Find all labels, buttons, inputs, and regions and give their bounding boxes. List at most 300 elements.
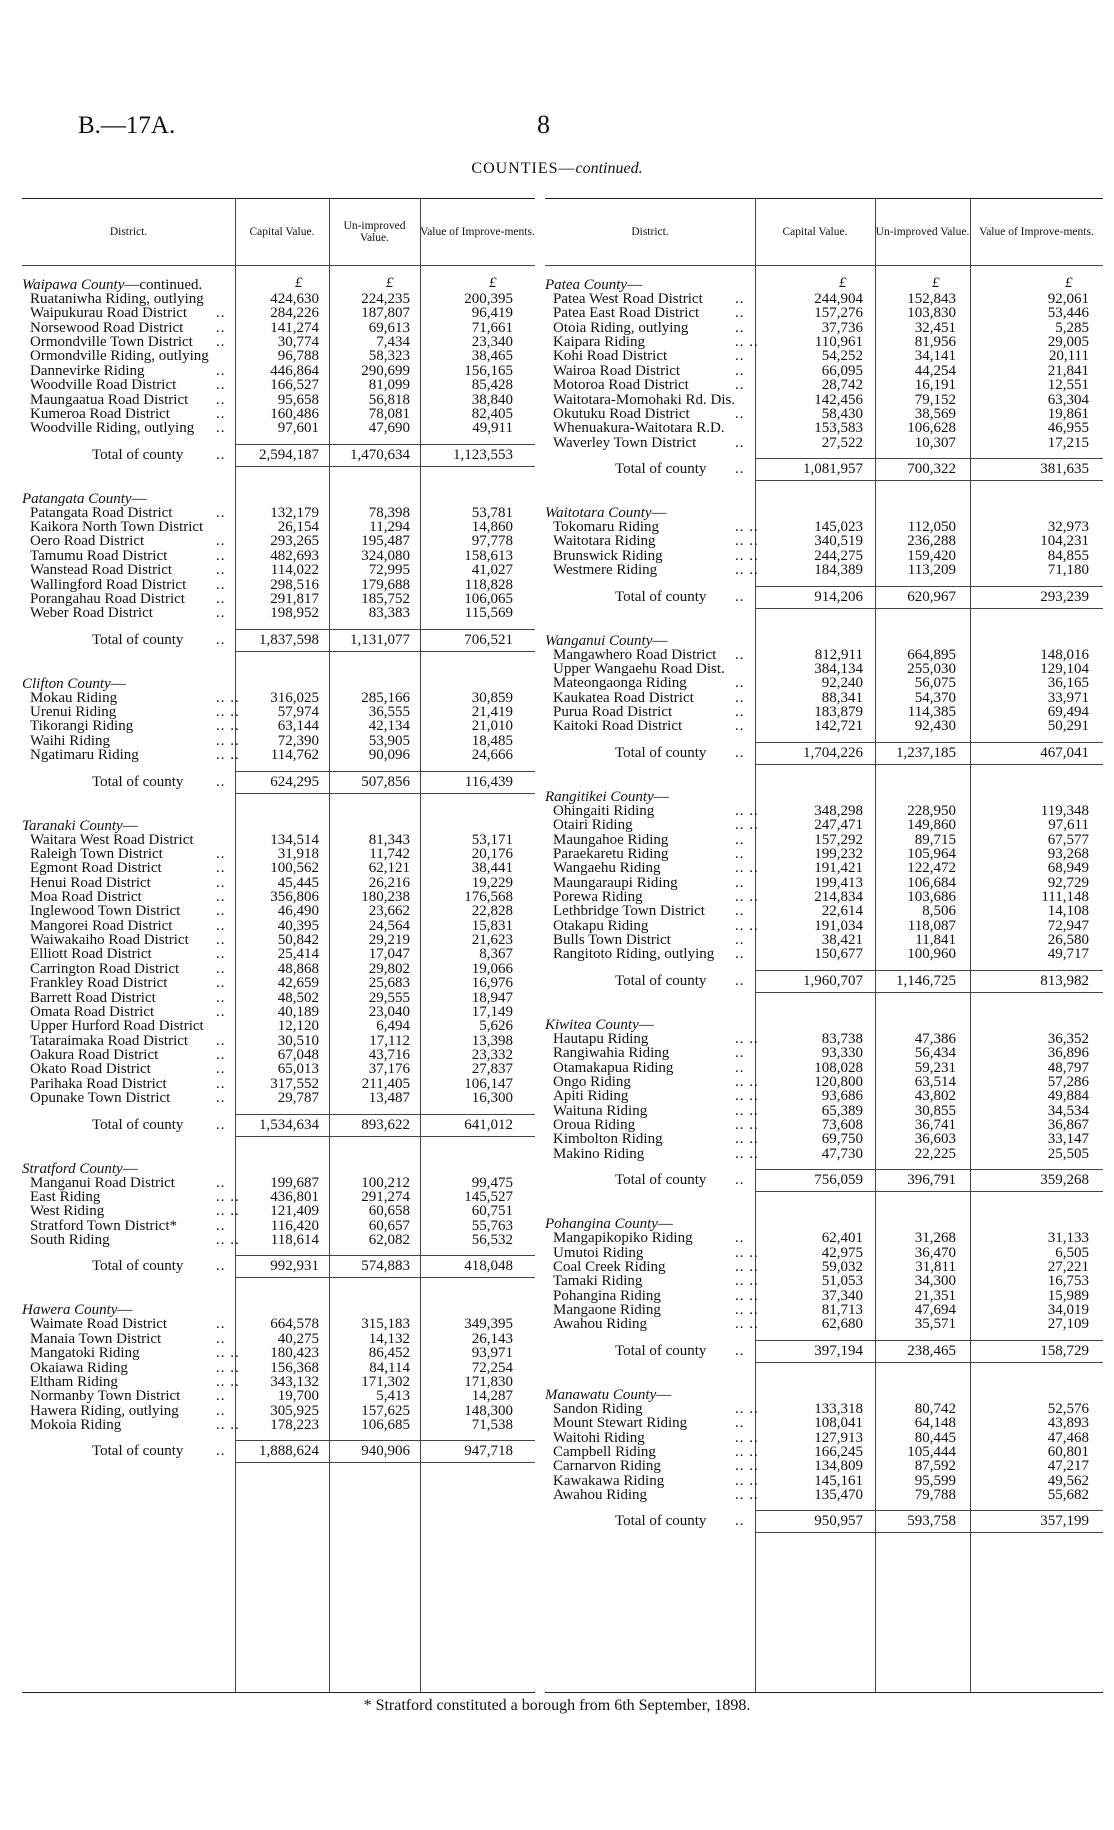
improvements-value: 118,828 [464, 576, 513, 593]
leader-dots: .. [216, 319, 226, 336]
unimproved-value: 72,995 [368, 562, 410, 579]
improvements-value: 33,971 [1047, 689, 1089, 706]
capital-value: 97,601 [277, 420, 319, 437]
leader-dots: .. [216, 334, 226, 351]
district-name: Barrett Road District [30, 989, 156, 1006]
total-capital: 992,931 [270, 1258, 319, 1275]
total-row [545, 745, 1103, 762]
leader-dots: .. .. [216, 1232, 240, 1249]
district-name: Manaia Town District [30, 1330, 162, 1347]
capital-value: 166,245 [814, 1443, 863, 1460]
capital-value: 51,053 [821, 1273, 863, 1290]
district-name: Maungaatua Road District [30, 391, 189, 408]
unimproved-value: 291,274 [361, 1188, 410, 1205]
district-name: Otoia Riding, outlying [553, 319, 689, 336]
improvements-value: 16,753 [1047, 1273, 1089, 1290]
leader-dots: .. [735, 932, 745, 949]
leader-dots: .. .. [735, 1400, 759, 1417]
unimproved-value: 78,081 [368, 405, 410, 422]
capital-value: 57,974 [277, 704, 319, 721]
leader-dots: .. [735, 1342, 745, 1359]
leader-dots: .. .. [735, 1030, 759, 1047]
total-rule [235, 1277, 535, 1278]
leader-dots: .. .. [735, 1073, 759, 1090]
leader-dots: .. [216, 1388, 226, 1405]
capital-value: 81,713 [821, 1302, 863, 1319]
unimproved-value: 56,818 [368, 391, 410, 408]
leader-dots: .. [216, 1443, 226, 1460]
leader-dots: .. .. [735, 547, 759, 564]
total-rule [235, 1114, 535, 1115]
district-name: Kaikora North Town District [30, 519, 204, 536]
total-row [545, 589, 1103, 606]
leader-dots: .. [735, 1172, 745, 1189]
capital-value: 46,490 [277, 903, 319, 920]
improvements-value: 27,221 [1047, 1258, 1089, 1275]
improvements-value: 171,830 [464, 1373, 513, 1390]
unimproved-value: 5,413 [376, 1388, 410, 1405]
unimproved-value: 118,087 [907, 917, 956, 934]
total-improvements: 706,521 [464, 631, 513, 648]
improvements-value: 93,268 [1047, 845, 1089, 862]
improvements-value: 57,286 [1047, 1073, 1089, 1090]
district-name: Waitotara Riding [553, 533, 656, 550]
improvements-value: 72,947 [1047, 917, 1089, 934]
leader-dots: .. .. [216, 689, 240, 706]
total-label: Total of county [92, 446, 184, 463]
improvements-value: 8,367 [479, 946, 513, 963]
total-row [22, 632, 535, 649]
total-rule [755, 608, 1103, 609]
total-label: Total of county [92, 1258, 184, 1275]
unimproved-value: 24,564 [368, 917, 410, 934]
unimproved-value: 43,716 [368, 1047, 410, 1064]
leader-dots: .. [216, 631, 226, 648]
table-row [22, 605, 535, 622]
total-improvements: 116,439 [464, 773, 513, 790]
district-name: Oroua Riding [553, 1117, 636, 1134]
leader-dots: .. .. [735, 802, 759, 819]
capital-value: 199,687 [270, 1174, 319, 1191]
total-label: Total of county [92, 1116, 184, 1133]
leader-dots: .. [216, 305, 226, 322]
capital-value: 191,034 [814, 917, 863, 934]
total-rule [755, 1169, 1103, 1170]
district-name: Kumeroa Road District [30, 405, 170, 422]
improvements-value: 36,165 [1047, 675, 1089, 692]
improvements-value: 50,291 [1047, 718, 1089, 735]
capital-value: 446,864 [270, 362, 319, 379]
improvements-value: 84,855 [1047, 547, 1089, 564]
total-label: Total of county [92, 1443, 184, 1460]
leader-dots: .. [735, 1513, 745, 1530]
improvements-value: 17,149 [471, 1003, 513, 1020]
improvements-value: 129,104 [1040, 660, 1089, 677]
header-rule [545, 265, 1103, 266]
total-rule [235, 444, 535, 445]
district-name: Coal Creek Riding [553, 1258, 666, 1275]
leader-dots: .. .. [735, 1472, 759, 1489]
capital-value: 37,340 [821, 1287, 863, 1304]
unimproved-value: 100,960 [907, 946, 956, 963]
improvements-value: 82,405 [471, 405, 513, 422]
capital-value: 67,048 [277, 1047, 319, 1064]
unimproved-value: 29,555 [368, 989, 410, 1006]
improvements-value: 14,860 [471, 519, 513, 536]
leader-dots: .. .. [735, 1443, 759, 1460]
district-name: Whenuakura-Waitotara R.D. [553, 420, 725, 437]
leader-dots: .. .. [735, 1273, 759, 1290]
leader-dots: .. [216, 391, 226, 408]
currency-symbol: £ [932, 275, 940, 291]
capital-value: 27,522 [821, 434, 863, 451]
capital-value: 198,952 [270, 605, 319, 622]
district-name: Maungaraupi Riding [553, 874, 678, 891]
improvements-value: 85,428 [471, 377, 513, 394]
capital-value: 812,911 [814, 646, 863, 663]
district-name: Ongo Riding [553, 1073, 631, 1090]
capital-value: 244,275 [814, 547, 863, 564]
improvements-value: 52,576 [1047, 1400, 1089, 1417]
district-name: Mangawhero Road District [553, 646, 717, 663]
unimproved-value: 17,112 [369, 1032, 410, 1049]
unimproved-value: 11,841 [915, 932, 956, 949]
total-label: Total of county [615, 1342, 707, 1359]
total-improvements: 359,268 [1040, 1172, 1089, 1189]
total-rule [755, 970, 1103, 971]
capital-value: 25,414 [277, 946, 319, 963]
district-name: Paraekaretu Riding [553, 845, 669, 862]
unimproved-value: 56,075 [914, 675, 956, 692]
leader-dots: .. [216, 874, 226, 891]
total-capital: 1,837,598 [259, 631, 319, 648]
total-improvements: 418,048 [464, 1258, 513, 1275]
capital-value: 65,389 [821, 1102, 863, 1119]
total-rule [235, 651, 535, 652]
leader-dots: .. [216, 946, 226, 963]
leader-dots: .. [735, 1059, 745, 1076]
improvements-value: 23,332 [471, 1047, 513, 1064]
improvements-value: 20,176 [471, 845, 513, 862]
capital-value: 40,189 [277, 1003, 319, 1020]
capital-value: 317,552 [270, 1075, 319, 1092]
leader-dots: .. .. [216, 1345, 240, 1362]
leader-dots: .. [735, 377, 745, 394]
capital-value: 664,578 [270, 1316, 319, 1333]
improvements-value: 56,532 [471, 1232, 513, 1249]
improvements-value: 69,494 [1047, 704, 1089, 721]
unimproved-value: 95,599 [914, 1472, 956, 1489]
unimproved-value: 23,040 [368, 1003, 410, 1020]
total-label: Total of county [615, 461, 707, 478]
total-label: Total of county [615, 1513, 707, 1530]
total-rule [755, 1532, 1103, 1533]
capital-value: 184,389 [814, 562, 863, 579]
total-improvements: 467,041 [1040, 744, 1089, 761]
leader-dots: .. .. [735, 1258, 759, 1275]
total-row [22, 447, 535, 464]
unimproved-value: 255,030 [907, 660, 956, 677]
district-name: Okaiawa Riding [30, 1359, 128, 1376]
improvements-value: 46,955 [1047, 420, 1089, 437]
footnote: * Stratford constituted a borough from 6th September, 1898. [363, 1697, 751, 1714]
total-capital: 1,534,634 [259, 1116, 319, 1133]
capital-value: 92,240 [821, 675, 863, 692]
improvements-value: 55,763 [471, 1217, 513, 1234]
capital-value: 127,913 [814, 1429, 863, 1446]
county-title: Hawera County [22, 1302, 118, 1319]
total-capital: 1,888,624 [259, 1443, 319, 1460]
district-name: Elliott Road District [30, 946, 152, 963]
capital-value: 88,341 [821, 689, 863, 706]
capital-value: 135,470 [814, 1486, 863, 1503]
leader-dots: .. .. [735, 1429, 759, 1446]
district-name: Awahou Riding [553, 1316, 648, 1333]
total-rule [755, 1362, 1103, 1363]
capital-value: 180,423 [270, 1345, 319, 1362]
total-unimproved: 593,758 [907, 1513, 956, 1530]
improvements-value: 200,395 [464, 291, 513, 307]
capital-value: 145,161 [814, 1472, 863, 1489]
capital-value: 424,630 [270, 291, 319, 307]
capital-value: 183,879 [814, 704, 863, 721]
district-name: Eltham Riding [30, 1373, 118, 1390]
capital-value: 114,022 [270, 562, 319, 579]
improvements-value: 32,973 [1047, 519, 1089, 536]
district-name: Ngatimaru Riding [30, 747, 139, 764]
unimproved-value: 21,351 [914, 1287, 956, 1304]
capital-value: 63,144 [277, 718, 319, 735]
district-name: Wallingford Road District [30, 576, 187, 593]
leader-dots: .. .. [735, 1287, 759, 1304]
improvements-value: 93,971 [471, 1345, 513, 1362]
unimproved-value: 11,294 [369, 519, 410, 536]
total-improvements: 1,123,553 [453, 446, 513, 463]
unimproved-value: 69,613 [368, 319, 410, 336]
total-capital: 624,295 [270, 773, 319, 790]
capital-value: 191,421 [814, 860, 863, 877]
leader-dots: .. .. [735, 1117, 759, 1134]
total-improvements: 293,239 [1040, 588, 1089, 605]
total-unimproved: 620,967 [907, 588, 956, 605]
capital-value: 121,409 [270, 1203, 319, 1220]
leader-dots: .. [735, 675, 745, 692]
improvements-value: 30,859 [471, 689, 513, 706]
improvements-value: 158,613 [464, 547, 513, 564]
total-improvements: 813,982 [1040, 972, 1089, 989]
capital-value: 95,658 [277, 391, 319, 408]
capital-value: 160,486 [270, 405, 319, 422]
unimproved-value: 42,134 [368, 718, 410, 735]
unimproved-value: 17,047 [368, 946, 410, 963]
improvements-value: 15,831 [471, 917, 513, 934]
improvements-value: 176,568 [464, 888, 513, 905]
district-name: Mount Stewart Riding [553, 1415, 688, 1432]
leader-dots: .. .. [735, 1458, 759, 1475]
capital-value: 145,023 [814, 519, 863, 536]
unimproved-value: 11,742 [369, 845, 410, 862]
district-name: Mokoia Riding [30, 1416, 122, 1433]
county-title: Wanganui County [545, 632, 653, 649]
total-rule [235, 1136, 535, 1137]
capital-value: 291,817 [270, 590, 319, 607]
district-name: Ormondville Town District [30, 334, 193, 351]
county-title: Rangitikei County [545, 788, 654, 805]
total-row [22, 1258, 535, 1275]
page-code: B.—17A. [78, 112, 176, 139]
improvements-value: 71,538 [471, 1416, 513, 1433]
leader-dots: .. [216, 1402, 226, 1419]
unimproved-value: 285,166 [361, 689, 410, 706]
unimproved-value: 81,099 [368, 377, 410, 394]
capital-value: 142,456 [814, 391, 863, 408]
district-name: Dannevirke Riding [30, 362, 145, 379]
capital-value: 244,904 [814, 291, 863, 307]
district-name: Kaitoki Road District [553, 718, 683, 735]
district-name: Sandon Riding [553, 1400, 643, 1417]
district-name: Umutoi Riding [553, 1244, 644, 1261]
table-row [545, 435, 1103, 452]
leader-dots: .. .. [735, 860, 759, 877]
unimproved-value: 112,050 [907, 519, 956, 536]
unimproved-value: 26,216 [368, 874, 410, 891]
leader-dots: .. .. [216, 747, 240, 764]
leader-dots: .. [216, 1003, 226, 1020]
total-capital: 1,081,957 [803, 461, 863, 478]
leader-dots: .. .. [735, 817, 759, 834]
leader-dots: .. [735, 588, 745, 605]
leader-dots: .. .. [735, 1316, 759, 1333]
improvements-value: 72,254 [471, 1359, 513, 1376]
capital-value: 157,292 [814, 831, 863, 848]
district-name: Rangiwahia Riding [553, 1045, 670, 1062]
capital-value: 19,700 [277, 1388, 319, 1405]
capital-value: 199,413 [814, 874, 863, 891]
capital-value: 30,774 [277, 334, 319, 351]
capital-value: 156,368 [270, 1359, 319, 1376]
unimproved-value: 87,592 [914, 1458, 956, 1475]
capital-value: 96,788 [277, 348, 319, 365]
improvements-value: 18,947 [471, 989, 513, 1006]
leader-dots: .. [735, 903, 745, 920]
table-row [545, 946, 1103, 963]
unimproved-value: 324,080 [361, 547, 410, 564]
unimproved-value: 16,191 [914, 377, 956, 394]
district-name: Hawera Riding, outlying [30, 1402, 179, 1419]
improvements-value: 26,580 [1047, 932, 1089, 949]
header-rule [22, 265, 535, 266]
leader-dots: .. [735, 434, 745, 451]
leader-dots: .. [216, 377, 226, 394]
district-name: Kimbolton Riding [553, 1131, 663, 1148]
unimproved-value: 47,386 [914, 1030, 956, 1047]
improvements-value: 13,398 [471, 1032, 513, 1049]
total-row [545, 461, 1103, 478]
leader-dots: .. [216, 1330, 226, 1347]
county-title: Taranaki County [22, 817, 123, 834]
capital-value: 66,095 [821, 362, 863, 379]
page-title [0, 160, 1114, 178]
unimproved-value: 31,268 [914, 1230, 956, 1247]
total-rule [755, 1340, 1103, 1341]
leader-dots: .. [735, 405, 745, 422]
district-name: Kawakawa Riding [553, 1472, 665, 1489]
improvements-value: 53,446 [1047, 305, 1089, 322]
county-suffix: — [110, 675, 126, 692]
district-name: Waipukurau Road District [30, 305, 188, 322]
unimproved-value: 290,699 [361, 362, 410, 379]
capital-value: 54,252 [821, 348, 863, 365]
currency-symbol: £ [295, 275, 303, 291]
currency-symbol: £ [839, 275, 847, 291]
capital-value: 93,330 [821, 1045, 863, 1062]
unimproved-value: 47,694 [914, 1302, 956, 1319]
leader-dots: .. [735, 972, 745, 989]
unimproved-value: 224,235 [361, 291, 410, 307]
district-name: Maungahoe Riding [553, 831, 669, 848]
improvements-value: 106,147 [464, 1075, 513, 1092]
unimproved-value: 105,964 [907, 845, 956, 862]
district-name: Waitara West Road District [30, 831, 194, 848]
improvements-value: 16,976 [471, 975, 513, 992]
total-row [545, 973, 1103, 990]
capital-value: 134,809 [814, 1458, 863, 1475]
district-name: Otakapu Riding [553, 917, 649, 934]
unimproved-value: 195,487 [361, 533, 410, 550]
improvements-value: 92,729 [1047, 874, 1089, 891]
improvements-value: 68,949 [1047, 860, 1089, 877]
district-name: Raleigh Town District [30, 845, 163, 862]
leader-dots: .. [216, 1032, 226, 1049]
unimproved-value: 92,430 [914, 718, 956, 735]
improvements-value: 33,147 [1047, 1131, 1089, 1148]
capital-value: 62,680 [821, 1316, 863, 1333]
unimproved-value: 81,956 [914, 334, 956, 351]
capital-value: 153,583 [814, 420, 863, 437]
unimproved-value: 60,658 [368, 1203, 410, 1220]
district-name: Westmere Riding [553, 562, 658, 579]
leader-dots: .. [216, 960, 226, 977]
district-name: Waihi Riding [30, 732, 111, 749]
capital-value: 42,975 [821, 1244, 863, 1261]
leader-dots: .. [216, 605, 226, 622]
district-name: Mokau Riding [30, 689, 118, 706]
improvements-value: 14,108 [1047, 903, 1089, 920]
leader-dots: .. [216, 405, 226, 422]
leader-dots: .. [735, 874, 745, 891]
district-name: Moa Road District [30, 888, 142, 905]
leader-dots: .. .. [735, 334, 759, 351]
district-name: Okutuku Road District [553, 405, 690, 422]
capital-value: 29,787 [277, 1090, 319, 1107]
leader-dots: .. [216, 446, 226, 463]
district-name: Waituna Riding [553, 1102, 648, 1119]
leader-dots: .. [735, 319, 745, 336]
improvements-value: 49,884 [1047, 1088, 1089, 1105]
district-name: Ruataniwha Riding, outlying [30, 291, 204, 307]
improvements-value: 26,143 [471, 1330, 513, 1347]
total-unimproved: 507,856 [361, 773, 410, 790]
capital-value: 100,562 [270, 860, 319, 877]
unimproved-value: 86,452 [368, 1345, 410, 1362]
district-name: Woodville Road District [30, 377, 177, 394]
leader-dots: .. .. [735, 1131, 759, 1148]
capital-value: 348,298 [814, 802, 863, 819]
district-name: Mateongaonga Riding [553, 675, 687, 692]
unimproved-value: 113,209 [907, 562, 956, 579]
capital-value: 114,762 [270, 747, 319, 764]
district-name: Patea West Road District [553, 291, 703, 307]
